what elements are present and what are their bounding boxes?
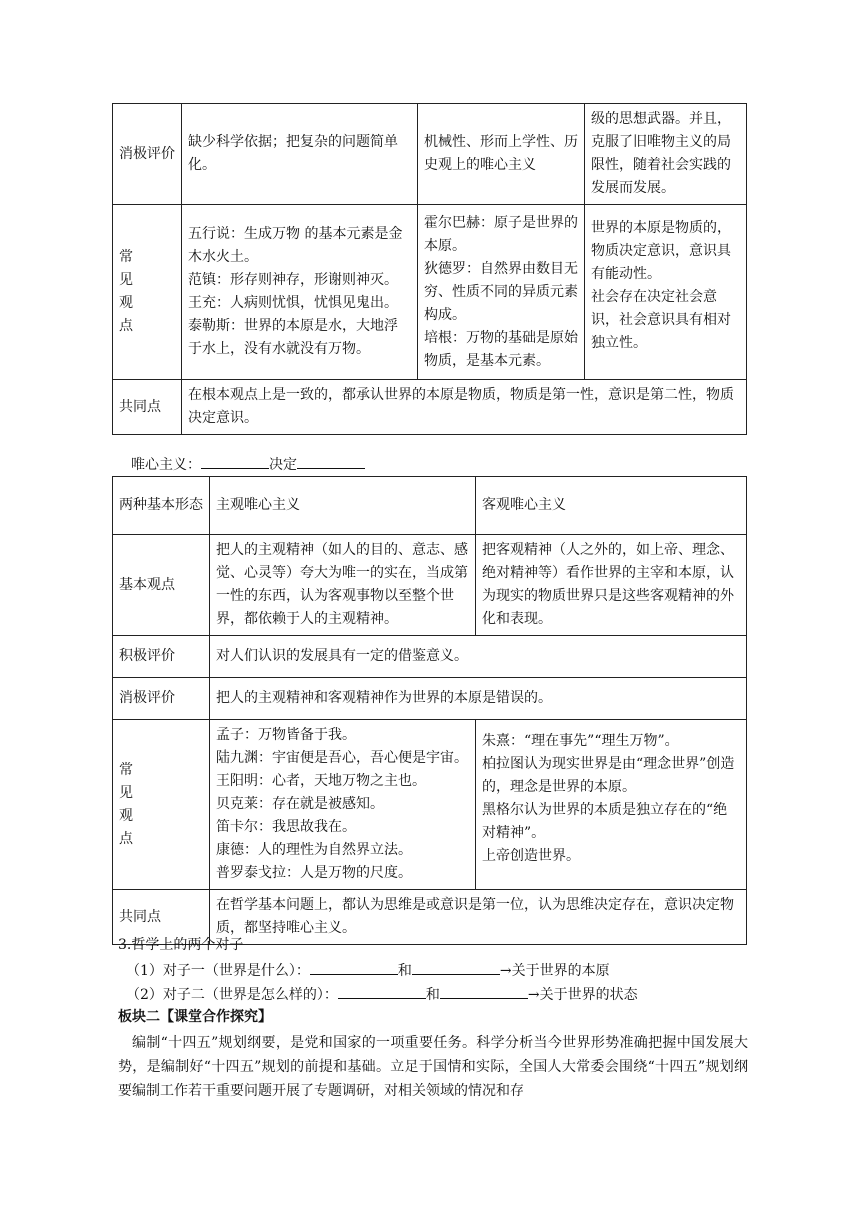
materialism-table [112, 103, 747, 435]
table-row [113, 380, 747, 435]
fill-blank[interactable] [440, 982, 528, 999]
table-row [113, 205, 747, 380]
section-title: 3.哲学上的两个对子 [118, 937, 244, 953]
header-objective-idealism: 客观唯心主义 [476, 477, 747, 535]
row-label-common-views: 常 见 观 点 [113, 205, 182, 380]
fill-blank[interactable] [310, 958, 398, 975]
row-label-negative: 消极评价 [113, 104, 182, 205]
table-row [113, 104, 747, 205]
row-label-basic-views: 基本观点 [113, 535, 210, 636]
subjective-basic-view: 把人的主观精神（如人的目的、意志、感觉、心灵等）夸大为唯一的实在，当成第一性的东西，认为客观事物以至整个世界，都依赖于人的主观精神。 [210, 535, 476, 636]
materialism-common-point: 在根本观点上是一致的，都承认世界的本原是物质，物质是第一性，意识是第二性，物质决定意识。 [182, 380, 747, 435]
ancient-materialism-negative: 缺少科学依据；把复杂的问题简单化。 [182, 104, 418, 205]
objective-basic-view: 把客观精神（人之外的，如上帝、理念、绝对精神等）看作世界的主宰和本原，认为现实的物质世界只是这些客观精神的外化和表现。 [476, 535, 747, 636]
pair-one-line: （1）对子一（世界是什么）： 和 →关于世界的本原 [126, 958, 610, 983]
ancient-materialism-views: 五行说：生成万物 的基本元素是金木水火土。 范镇：形存则神存，形谢则神灭。 王充：人病则忧惧，忧惧见鬼出。 泰勒斯：世界的本原是水，大地浮于水上，没有水就没有万物。 [182, 205, 418, 380]
objective-views: 朱熹：“理在事先”“理生万物”。 柏拉图认为现实世界是由“理念世界”创造的，理念是世界的本原。 黑格尔认为世界的本质是独立存在的“绝对精神”。 上帝创造世界。 [476, 720, 747, 890]
header-subjective-idealism: 主观唯心主义 [210, 477, 476, 535]
block-title: 板块二【课堂合作探究】 [118, 1009, 272, 1025]
fill-blank[interactable] [201, 452, 269, 469]
idealism-fill-line: 唯心主义： 决定 [131, 452, 365, 477]
fill-blank[interactable] [297, 452, 365, 469]
table-row [113, 477, 747, 535]
row-label-common-point: 共同点 [113, 890, 210, 945]
modern-materialism-views: 霍尔巴赫：原子是世界的本原。 狄德罗：自然界由数目无穷、性质不同的异质元素构成。 培根：万物的基础是原始物质，是基本元素。 [418, 205, 585, 380]
table-row [113, 720, 747, 890]
dialectical-materialism-views: 世界的本原是物质的，物质决定意识，意识具有能动性。 社会存在决定社会意识，社会意识具有相对独立性。 [585, 205, 747, 380]
modern-materialism-negative: 机械性、形而上学性、历史观上的唯心主义 [418, 104, 585, 205]
pair-two-line: （2）对子二（世界是怎么样的）： 和 →关于世界的状态 [126, 982, 638, 1007]
fill-blank[interactable] [338, 982, 426, 999]
idealism-common-point: 在哲学基本问题上，都认为思维是或意识是第一位，认为思维决定存在，意识决定物质，都坚持唯心主义。 [210, 890, 747, 945]
idealism-table [112, 476, 747, 945]
block-paragraph: 编制“十四五”规划纲要，是党和国家的一项重要任务。科学分析当今世界形势准确把握中国发展大势，是编制好“十四五”规划的前提和基础。立足于国情和实际，全国人大常委会围绕“十四五”规划纲要编制工作若干重要问题开展了专题调研，对相关领域的情况和存 [118, 1035, 748, 1099]
row-label-common-point: 共同点 [113, 380, 182, 435]
dialectical-materialism-note: 级的思想武器。并且，克服了旧唯物主义的局限性，随着社会实践的发展而发展。 [585, 104, 747, 205]
subjective-views: 孟子：万物皆备于我。 陆九渊：宇宙便是吾心，吾心便是宇宙。 王阳明：心者，天地万物之主也。 贝克莱：存在就是被感知。 笛卡尔：我思故我在。 康德：人的理性为自然界立法。 普罗泰戈拉：人是万物的尺度。 [210, 720, 476, 890]
header-forms: 两种基本形态 [113, 477, 210, 535]
fill-blank[interactable] [412, 958, 500, 975]
row-label-positive: 积极评价 [113, 636, 210, 678]
table-row [113, 678, 747, 720]
row-label-common-views: 常 见 观 点 [113, 720, 210, 890]
table-row [113, 535, 747, 636]
table-row [113, 636, 747, 678]
row-label-negative: 消极评价 [113, 678, 210, 720]
idealism-negative: 把人的主观精神和客观精神作为世界的本原是错误的。 [210, 678, 747, 720]
idealism-positive: 对人们认识的发展具有一定的借鉴意义。 [210, 636, 747, 678]
